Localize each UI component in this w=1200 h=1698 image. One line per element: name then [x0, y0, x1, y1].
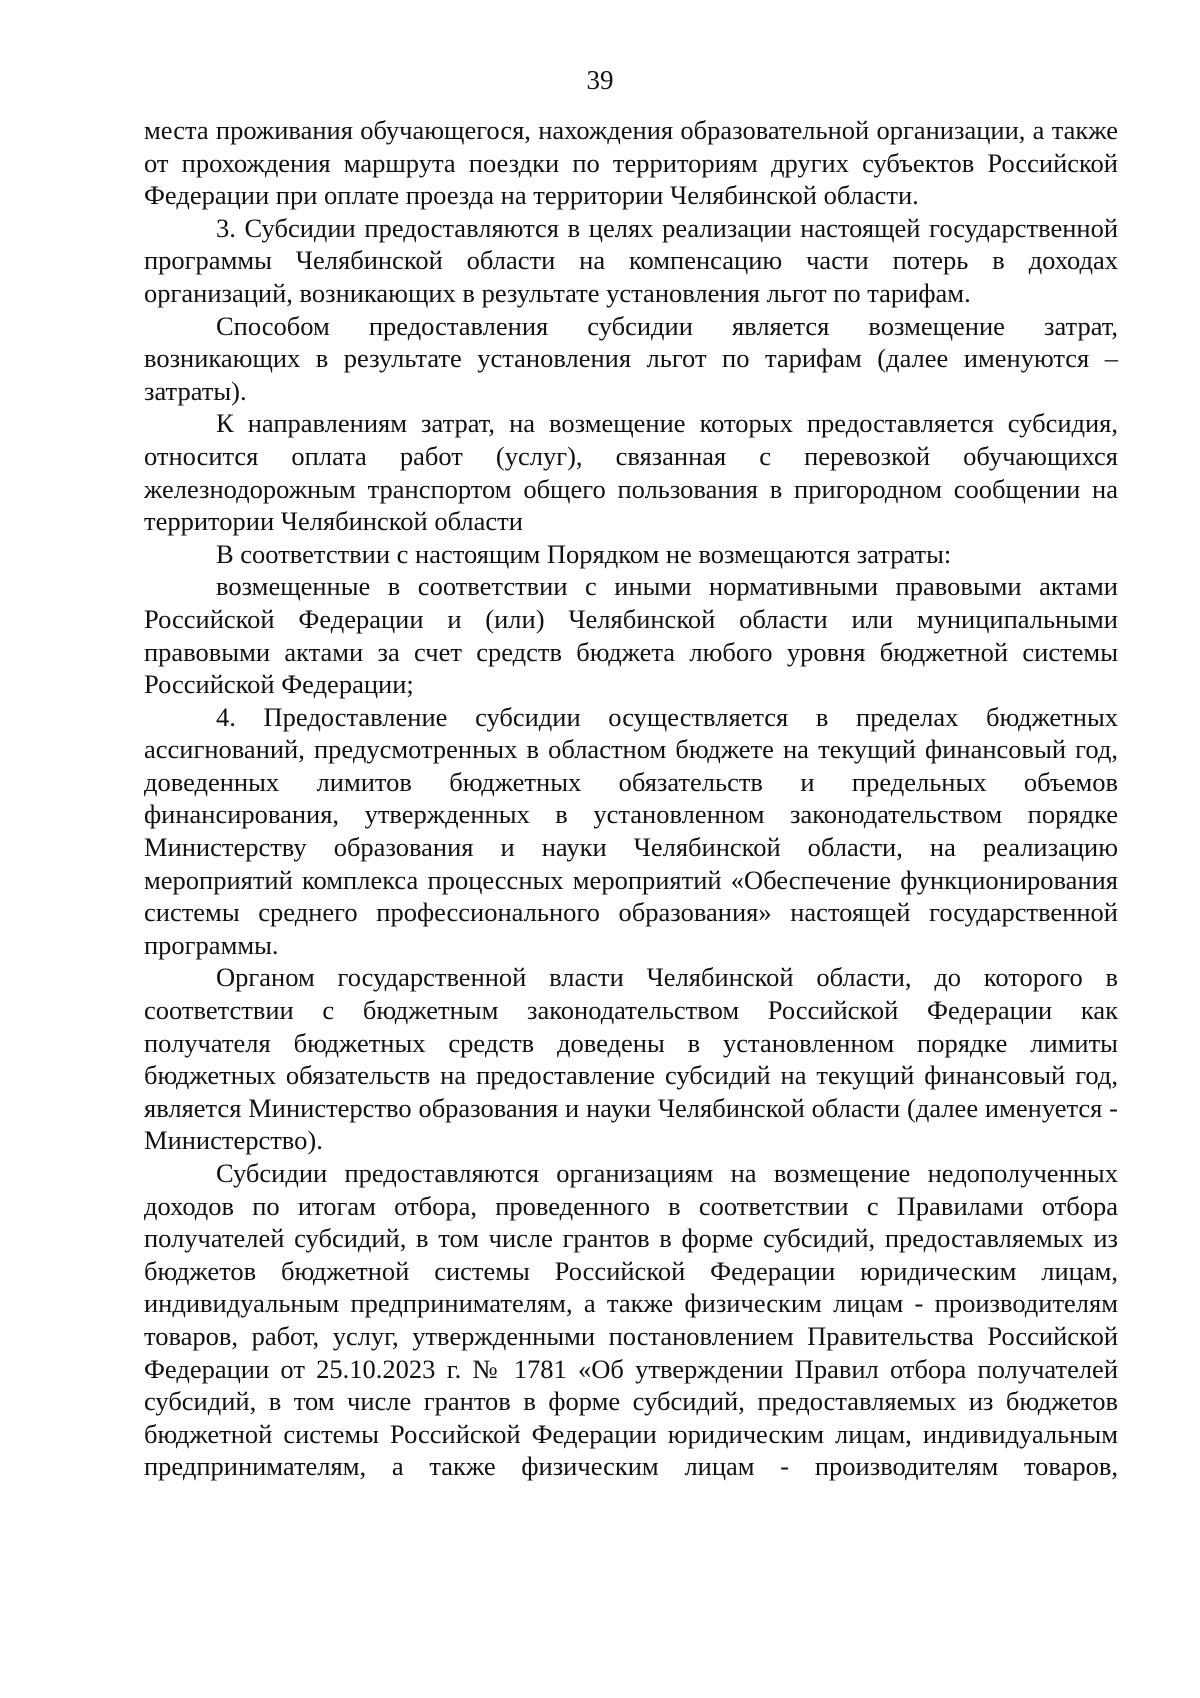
paragraph-authority: Органом государственной власти Челябинской области, до которого в соответствии с бюджетным законодательством Российской Федерации как получателя бюджетных средств доведены в установленном порядке лимиты бюджетных обязательств на предоставление субсидий на текущий финансовый год, является Министерство образования и науки Челябинской области (далее именуется - Министерство). [144, 962, 1118, 1156]
paragraph-non-reimbursable-intro: В соответствии с настоящим Порядком не возмещаются затраты: [216, 538, 952, 569]
paragraph-non-reimbursable-item: возмещенные в соответствии с иными нормативными правовыми актами Российской Федерации и (или) Челябинской области или муниципальными правовыми актами за счет средств бюджета любого уровня бюджетной системы Российской Федерации; [144, 571, 1118, 700]
page-number: 39 [586, 65, 614, 95]
paragraph-cost-directions: К направлениям затрат, на возмещение которых предоставляется субсидия, относится оплата работ (услуг), связанная с перевозкой обучающихся железнодорожным транспортом общего пользования в пригородном сообщении на территории Челябинской области [144, 408, 1118, 537]
paragraph-subsidy-method: Способом предоставления субсидии является возмещение затрат, возникающих в результате установления льгот по тарифам (далее именуются – затраты). [144, 310, 1118, 406]
paragraph-continuation: места проживания обучающегося, нахождения образовательной организации, а также от прохождения маршрута поездки по территориям других субъектов Российской Федерации при оплате проезда на территории Челябинской области. [144, 115, 1118, 211]
paragraph-item-4: 4. Предоставление субсидии осуществляется в пределах бюджетных ассигнований, предусмотренных в областном бюджете на текущий финансовый год, доведенных лимитов бюджетных обязательств и предельных объемов финансирования, утвержденных в установленном законодательством порядке Министерству образования и науки Челябинской области, на реализацию мероприятий комплекса процессных мероприятий «Обеспечение функционирования системы среднего профессионального образования» настоящей государственной программы. [144, 701, 1118, 960]
document-body [144, 114, 1118, 1483]
paragraph-item-3: 3. Субсидии предоставляются в целях реализации настоящей государственной программы Челябинской области на компенсацию части потерь в доходах организаций, возникающих в результате установления льгот по тарифам. [144, 212, 1118, 308]
paragraph-selection-rules: Субсидии предоставляются организациям на возмещение недополученных доходов по итогам отбора, проведенного в соответствии с Правилами отбора получателей субсидий, в том числе грантов в форме субсидий, предоставляемых из бюджетов бюджетной системы Российской Федерации юридическим лицам, индивидуальным предпринимателям, а также физическим лицам - производителям товаров, работ, услуг, утвержденными постановлением Правительства Российской Федерации от 25.10.2023 г. № 1781 «Об утверждении Правил отбора получателей субсидий, в том числе грантов в форме субсидий, предоставляемых из бюджетов бюджетной системы Российской Федерации юридическим лицам, индивидуальным предпринимателям, а также физическим лицам - производителям товаров, [144, 1158, 1118, 1482]
